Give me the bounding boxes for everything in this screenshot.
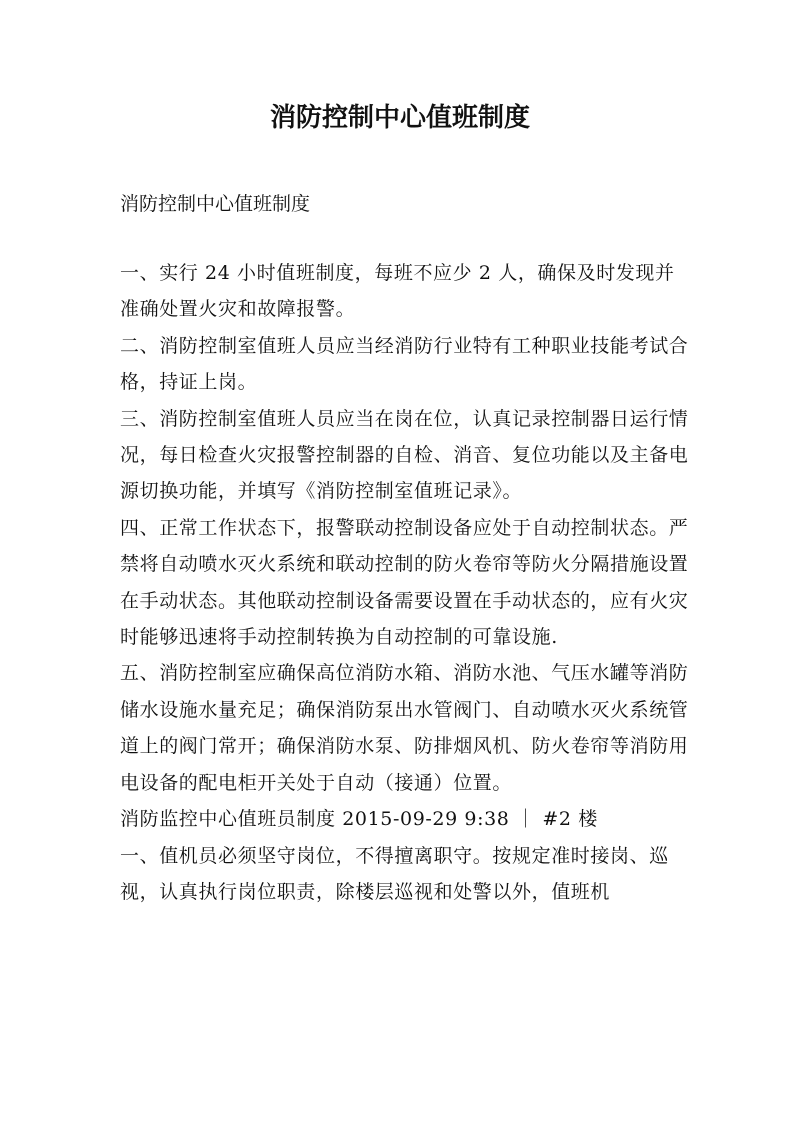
document-body: [120, 255, 690, 910]
paragraph-1: 一、实行 24 小时值班制度，每班不应少 2 人，确保及时发现并准确处置火灾和故障报警。: [120, 262, 675, 321]
document-subtitle: 消防控制中心值班制度: [120, 193, 311, 215]
document-title: 消防控制中心值班制度: [269, 103, 530, 133]
paragraph-3: 三、消防控制室值班人员应当在岗在位，认真记录控制器日运行情况，每日检查火灾报警控制器的自检、消音、复位功能以及主备电源切换功能，并填写《消防控制室值班记录》。: [120, 407, 689, 503]
paragraph-4: 四、正常工作状态下，报警联动控制设备应处于自动控制状态。严禁将自动喷水灭火系统和联动控制的防火卷帘等防火分隔措施设置在手动状态。其他联动控制设备需要设置在手动状态的，应有火灾时能够迅速将手动控制转换为自动控制的可靠设施.: [120, 516, 689, 649]
paragraph-6: 一、值机员必须坚守岗位，不得擅离职守。按规定准时接岗、巡视，认真执行岗位职责，除楼层巡视和处警以外，值班机: [120, 844, 669, 903]
paragraph-5: 五、消防控制室应确保高位消防水箱、消防水池、气压水罐等消防储水设施水量充足；确保消防泵出水管阀门、自动喷水灭火系统管道上的阀门常开；确保消防水泵、防排烟风机、防火卷帘等消防用电设备的配电柜开关处于自动（接通）位置。: [120, 662, 689, 794]
paragraph-2: 二、消防控制室值班人员应当经消防行业特有工种职业技能考试合格，持证上岗。: [120, 334, 689, 394]
forum-post-header: 消防监控中心值班员制度 2015-09-29 9:38 ｜ #2 楼: [120, 808, 598, 831]
